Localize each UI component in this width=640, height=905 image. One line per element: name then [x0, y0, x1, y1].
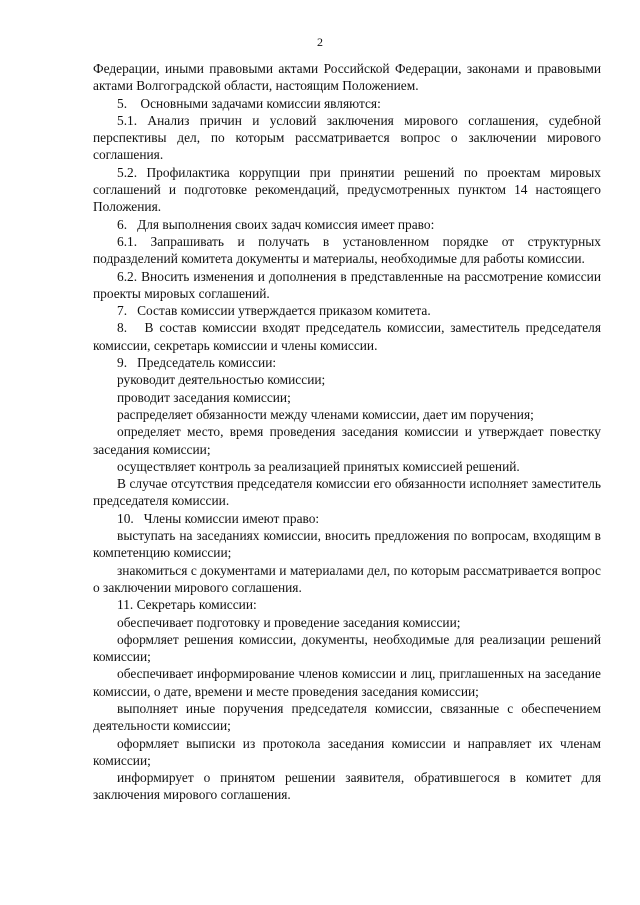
paragraph: руководит деятельностью комиссии;	[117, 372, 326, 388]
paragraph: выступать на заседаниях комиссии, вносить предложения по вопросам, входящим в компетенцию комиссии;	[93, 528, 601, 561]
paragraph: обеспечивает подготовку и проведение заседания комиссии;	[117, 614, 461, 630]
paragraph: 7. Состав комиссии утверждается приказом комитета.	[117, 303, 431, 319]
paragraph: Федерации, иными правовыми актами Российской Федерации, законами и правовыми актами Волгоградской области, настоящим Положением.	[93, 61, 601, 94]
paragraph: знакомиться с документами и материалами дел, по которым рассматривается вопрос о заключении мирового соглашения.	[93, 562, 601, 595]
document-body	[93, 60, 601, 804]
paragraph: 8. В состав комиссии входят председатель комиссии, заместитель председателя комиссии, секретарь комиссии и члены комиссии.	[93, 320, 601, 353]
paragraph: 6.2. Вносить изменения и дополнения в представленные на рассмотрение комиссии проекты мировых соглашений.	[93, 268, 601, 301]
paragraph: распределяет обязанности между членами комиссии, дает им поручения;	[117, 406, 534, 422]
paragraph: оформляет выписки из протокола заседания комиссии и направляет их членам комиссии;	[93, 735, 601, 768]
paragraph: 5.1. Анализ причин и условий заключения мирового соглашения, судебной перспективы дел, по которым рассматривается вопрос о заключении мирового соглашения.	[93, 112, 601, 163]
paragraph: 5. Основными задачами комиссии являются:	[117, 95, 381, 111]
paragraph: осуществляет контроль за реализацией принятых комиссией решений.	[117, 458, 520, 474]
paragraph: 6. Для выполнения своих задач комиссия имеет право:	[117, 216, 435, 232]
paragraph: проводит заседания комиссии;	[117, 389, 291, 405]
paragraph: В случае отсутствия председателя комиссии его обязанности исполняет заместитель председателя комиссии.	[93, 476, 601, 509]
paragraph: 10. Члены комиссии имеют право:	[117, 510, 320, 526]
paragraph: 5.2. Профилактика коррупции при принятии решений по проектам мировых соглашений и подготовке рекомендаций, предусмотренных пунктом 14 настоящего Положения.	[93, 164, 601, 215]
paragraph: обеспечивает информирование членов комиссии и лиц, приглашенных на заседание комиссии, о дате, времени и месте проведения заседания комиссии;	[93, 666, 601, 699]
paragraph: определяет место, время проведения заседания комиссии и утверждает повестку заседания комиссии;	[93, 424, 601, 457]
paragraph: 6.1. Запрашивать и получать в установленном порядке от структурных подразделений комитета документы и материалы, необходимые для работы комиссии.	[93, 233, 601, 267]
page-number: 2	[317, 35, 323, 49]
paragraph: 11. Секретарь комиссии:	[117, 597, 257, 613]
paragraph: выполняет иные поручения председателя комиссии, связанные с обеспечением деятельности комиссии;	[93, 700, 601, 734]
paragraph: оформляет решения комиссии, документы, необходимые для реализации решений комиссии;	[93, 631, 601, 665]
paragraph: 9. Председатель комиссии:	[117, 355, 277, 371]
paragraph: информирует о принятом решении заявителя, обратившегося в комитет для заключения мирового соглашения.	[93, 770, 601, 803]
